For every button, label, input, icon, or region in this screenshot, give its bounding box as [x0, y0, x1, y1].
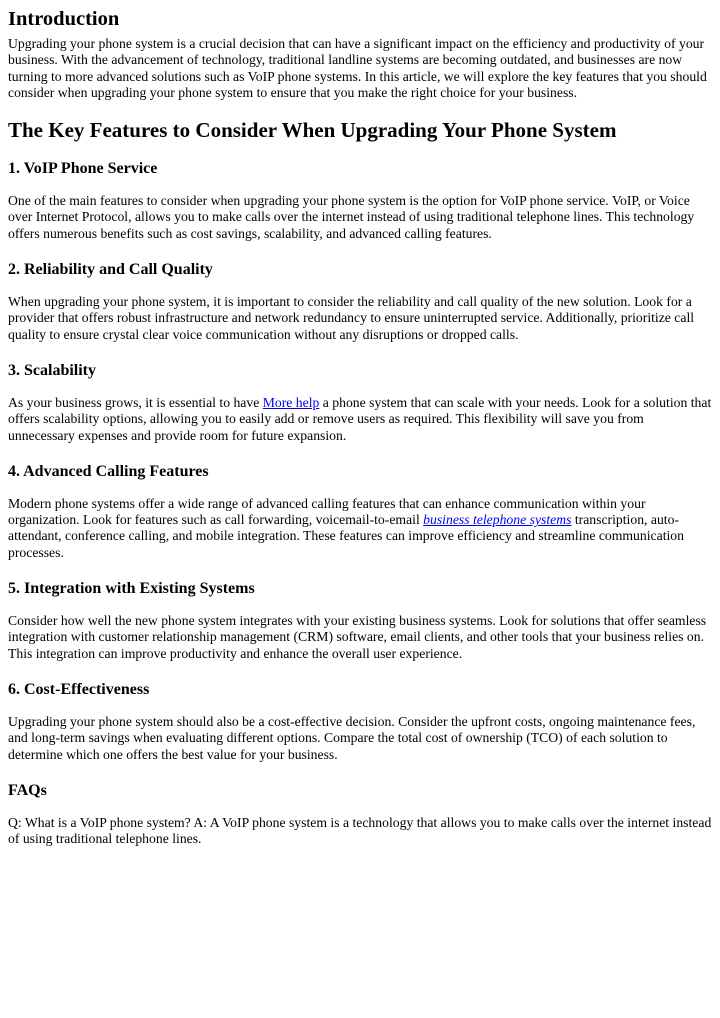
feature-title-reliability: 2. Reliability and Call Quality: [8, 261, 213, 279]
faqs-heading: FAQs: [8, 781, 47, 799]
feature-title-calling: 4. Advanced Calling Features: [8, 462, 209, 480]
feature-title-voip: 1. VoIP Phone Service: [8, 160, 158, 178]
calling-text-before: Modern phone systems offer a wide range of advanced calling features that can enhance communication within your organization. Look for features such as call forwarding, voicemail-to-email: [8, 495, 646, 528]
scalability-text-after: a phone system that can scale with your needs. Look for a solution that offers scalability options, allowing you to easily add or remove users as required. This flexibility will save you from unnecessary expenses and provide room for future expansion.: [8, 394, 712, 443]
feature-body-calling: [8, 496, 712, 561]
feature-body-scalability: [8, 395, 712, 444]
intro-heading: Introduction: [8, 8, 120, 30]
feature-title-scalability: 3. Scalability: [8, 361, 97, 379]
feature-body-integration: Consider how well the new phone system integrates with your existing business systems. Look for solutions that offer seamless integration with customer relationship management (CRM) software, email clients, and other tools that your business relies on. This integration can improve productivity and enhance the overall user experience.: [8, 613, 707, 661]
calling-text-after: transcription, auto-attendant, conference calling, and mobile integration. These features can improve efficiency and streamline communication processes.: [8, 512, 684, 560]
business-telephone-systems-link[interactable]: business telephone systems: [423, 512, 572, 528]
feature-title-cost: 6. Cost-Effectiveness: [8, 680, 150, 698]
feature-body-cost: Upgrading your phone system should also be a cost-effective decision. Consider the upfront costs, ongoing maintenance fees, and long-term savings when evaluating different options. Compare the total cost of ownership (TCO) of each solution to determine which one offers the best value for your business.: [8, 713, 696, 762]
feature-body-voip: One of the main features to consider when upgrading your phone system is the option for VoIP phone service. VoIP, or Voice over Internet Protocol, allows you to make calls over the internet instead of using traditional telephone lines. This technology offers numerous benefits such as cost savings, scalability, and advanced calling features.: [8, 193, 695, 241]
intro-paragraph: Upgrading your phone system is a crucial decision that can have a significant impact on the efficiency and productivity of your business. With the advancement of technology, traditional landline systems are becoming outdated, and businesses are now turning to more advanced solutions such as VoIP phone systems. In this article, we will explore the key features that you should consider when upgrading your phone system to ensure that you make the right choice for your business.: [8, 36, 707, 100]
faqs-body: Q: What is a VoIP phone system? A: A VoIP phone system is a technology that allows you to make calls over the internet instead of using traditional telephone lines.: [8, 814, 712, 847]
more-help-link[interactable]: More help: [262, 394, 320, 410]
feature-title-integration: 5. Integration with Existing Systems: [8, 580, 255, 598]
main-heading: The Key Features to Consider When Upgrading Your Phone System: [8, 118, 617, 143]
feature-body-reliability: When upgrading your phone system, it is important to consider the reliability and call quality of the new solution. Look for a provider that offers robust infrastructure and network redundancy to ensure uninterrupted service. Additionally, prioritize call quality to ensure crystal clear voice communication without any disruptions or dropped calls.: [8, 294, 695, 342]
scalability-text-before: As your business grows, it is essential to have: [8, 394, 263, 410]
